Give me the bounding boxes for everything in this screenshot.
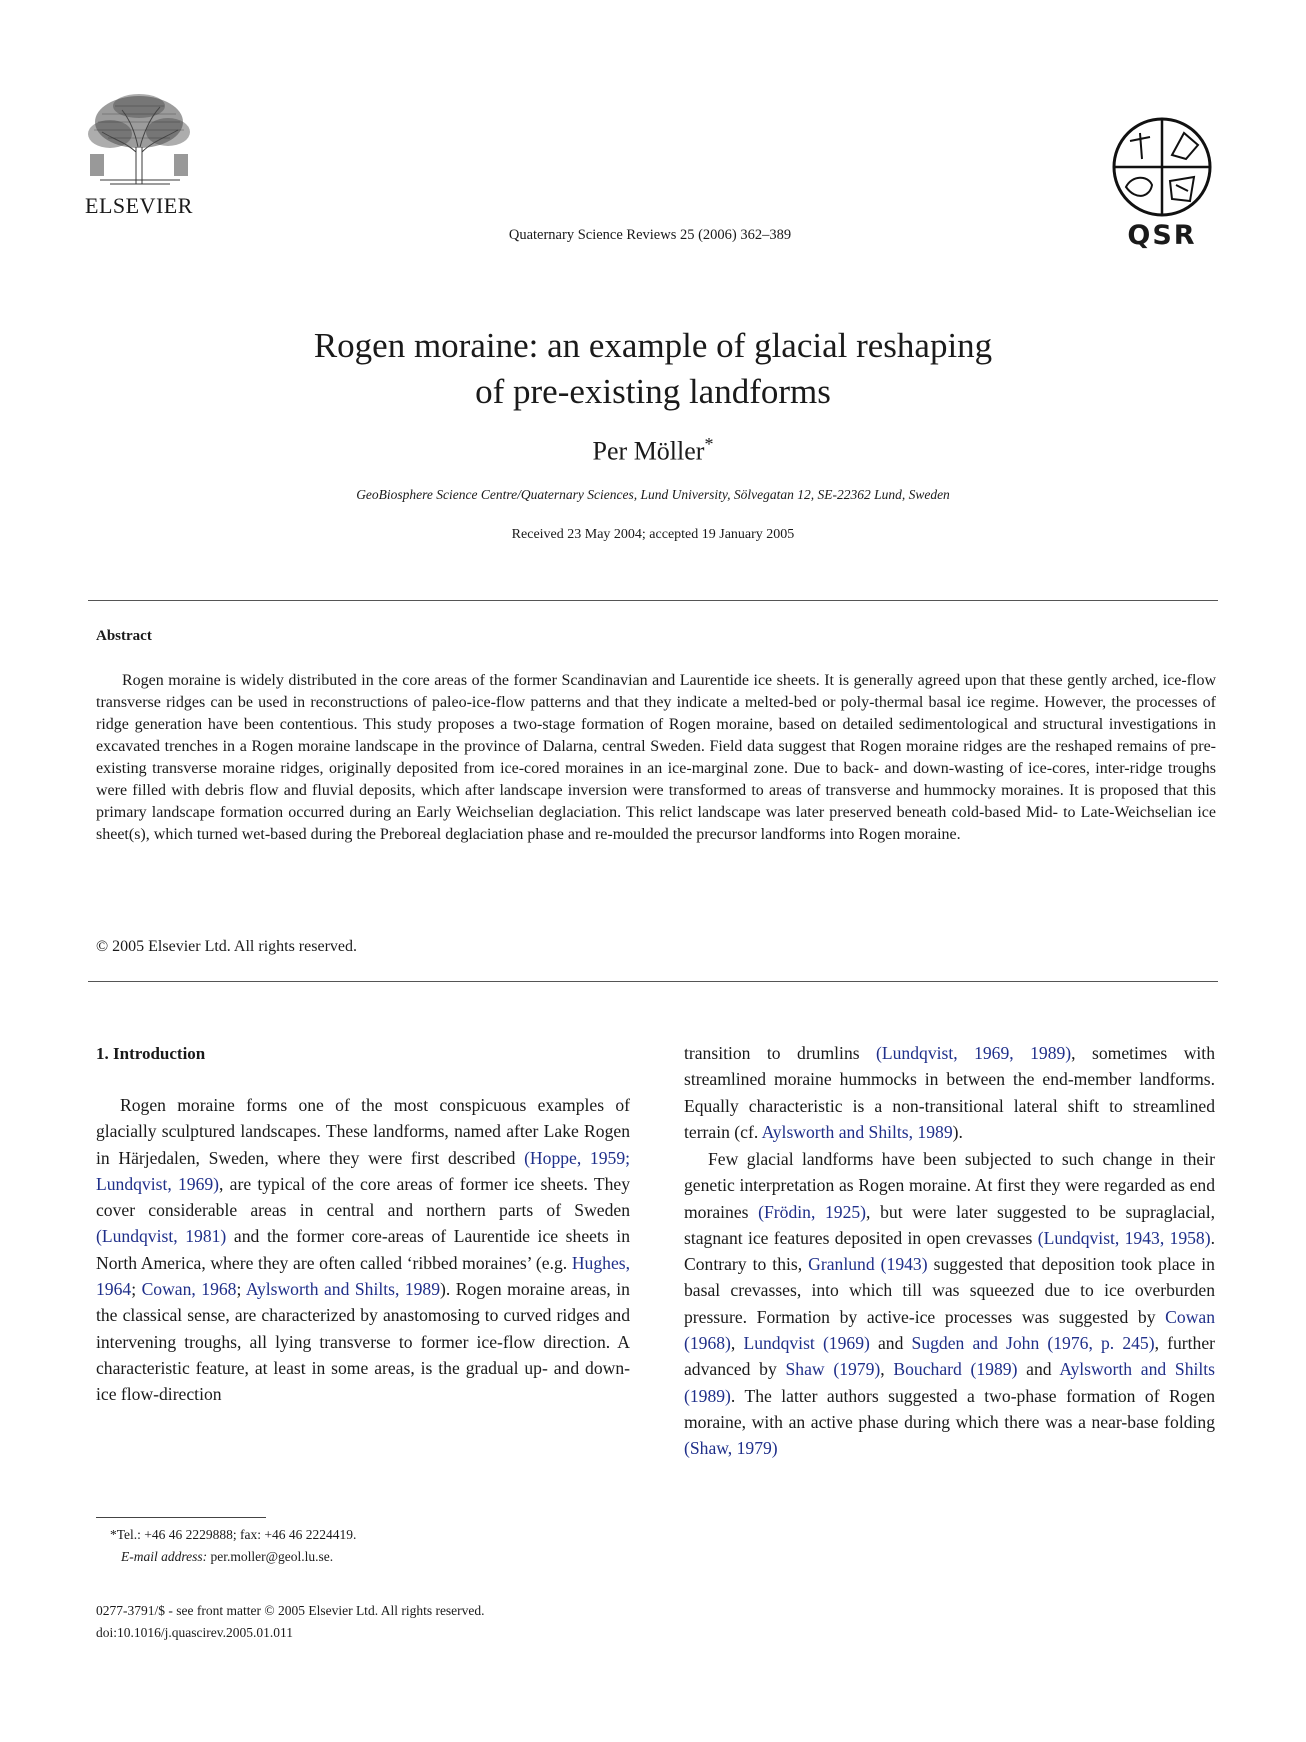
abstract-heading: Abstract [96, 628, 152, 644]
title-line: of pre-existing landforms [475, 372, 831, 411]
citation-link[interactable]: Cowan, 1968 [141, 1279, 237, 1300]
citation-link[interactable]: (Hoppe, 1959; Lundqvist, 1969) [96, 1147, 631, 1194]
citation-link[interactable]: Bouchard (1989) [893, 1359, 1018, 1380]
email-label: E-mail address: [121, 1549, 208, 1564]
received-accepted-dates: Received 23 May 2004; accepted 19 January 2005 [511, 527, 795, 542]
title-line: Rogen moraine: an example of glacial reshaping [313, 326, 993, 365]
citation-link[interactable]: Aylsworth and Shilts, 1989 [761, 1121, 953, 1142]
citation-link[interactable]: Hughes, 1964 [96, 1252, 630, 1300]
citation-link[interactable]: (Lundqvist, 1943, 1958) [1037, 1227, 1211, 1248]
body-text: and [1017, 1359, 1060, 1380]
body-text: transition to drumlins [684, 1043, 877, 1063]
citation-link[interactable]: (Lundqvist, 1981) [96, 1226, 227, 1247]
body-text: and [869, 1333, 912, 1354]
body-text: ; [236, 1279, 246, 1300]
body-text: suggested that deposition took place in basal crevasses, into which till was squeezed due to ice overburden pressure. Formation by active-ice processes was suggested by [684, 1254, 1215, 1327]
body-text: . Contrary to this, [684, 1227, 1215, 1275]
intro-right-paragraph-2 [684, 1146, 1215, 1462]
author-line [140, 434, 1166, 467]
publisher-name: ELSEVIER [85, 193, 193, 218]
journal-logo-text: QSR [1127, 220, 1197, 251]
body-text: ). Rogen moraine areas, in the classical sense, are characterized by anastomosing to curved ridges and intervening troughs, all lying transverse to former ice-flow direction. A characteristic feature, at least in some areas, is the gradual up- and down-ice flow-direction [96, 1279, 630, 1405]
section-heading: 1. Introduction [96, 1044, 206, 1063]
citation-link[interactable]: Aylsworth and Shilts, 1989 [245, 1279, 441, 1300]
body-text: , [730, 1333, 744, 1354]
citation-link[interactable]: Aylsworth and Shilts (1989) [684, 1359, 1216, 1406]
citation-link[interactable]: Granlund (1943) [808, 1254, 928, 1275]
issn-line: 0277-3791/$ - see front matter © 2005 Elsevier Ltd. All rights reserved. [96, 1603, 485, 1618]
body-text: Few glacial landforms have been subjected to such change in their genetic interpretation as Rogen moraine. At first they were regarded as end moraines [684, 1149, 1215, 1222]
citation-link[interactable]: Cowan (1968) [684, 1306, 1215, 1354]
body-text: , sometimes with streamlined moraine hummocks in between the end-member landforms. Equally characteristic is a non-transitional lateral shift to streamlined terrain (cf. [684, 1043, 1215, 1142]
citation-link[interactable]: (Frödin, 1925) [758, 1201, 867, 1222]
divider [88, 981, 1218, 982]
body-text: . The latter authors suggested a two-phase formation of Rogen moraine, with an active phase during which there was a near-base folding [684, 1385, 1215, 1432]
body-text: , [880, 1359, 894, 1380]
body-text: ; [131, 1279, 142, 1300]
footnote-divider [96, 1517, 266, 1518]
body-text: ). [952, 1121, 963, 1142]
journal-reference: Quaternary Science Reviews 25 (2006) 362–389 [508, 227, 792, 243]
footnote-contact: *Tel.: +46 46 2229888; fax: +46 46 2224419. [110, 1527, 357, 1542]
doi-line[interactable]: doi:10.1016/j.quascirev.2005.01.011 [96, 1625, 293, 1640]
body-text: Rogen moraine forms one of the most conspicuous examples of glacially sculptured landscapes. These landforms, named after Lake Rogen in Härjedalen, Sweden, where they were first described [96, 1095, 630, 1168]
body-text: , further advanced by [684, 1333, 1215, 1380]
citation-link[interactable]: Sugden and John (1976, p. 245) [911, 1333, 1155, 1354]
abstract-text: Rogen moraine is widely distributed in the core areas of the former Scandinavian and Laurentide ice sheets. It is generally agreed upon that these gently arched, ice-flow transverse ridges can be used in reconstructions of paleo-ice-flow patterns and that they indicate a melted-bed or poly-thermal basal ice regime. However, the processes of ridge generation have been contentious. This study proposes a two-stage formation of Rogen moraine, based on detailed sedimentological and structural investigations in excavated trenches in a Rogen moraine landscape in the province of Dalarna, central Sweden. Field data suggest that Rogen moraine ridges are the reshaped remains of pre-existing transverse moraine ridges, originally deposited from ice-cored moraines in an ice-marginal zone. Due to back- and down-wasting of ice-cores, inter-ridge troughs were filled with debris flow and fluvial deposits, which after landscape inversion were transformed to areas of transverse and hummocky moraines. It is proposed that this primary landscape formation occurred during an Early Weichselian deglaciation. This relict landscape was later preserved beneath cold-based Mid- to Late-Weichselian ice sheet(s), which turned wet-based during the Preboreal deglaciation phase and re-moulded the precursor landforms into Rogen moraine. [96, 672, 1216, 843]
footnote-email [121, 1549, 333, 1565]
qsr-emblem-icon [1110, 115, 1214, 219]
citation-link[interactable]: Shaw (1979) [785, 1359, 881, 1380]
author-name: Per Möller [592, 436, 705, 466]
citation-link[interactable]: Lundqvist (1969) [743, 1333, 870, 1354]
citation-link[interactable]: (Lundqvist, 1969, 1989) [876, 1043, 1072, 1063]
body-text: , are typical of the core areas of former ice sheets. They cover considerable areas in central and northern parts of Sweden [96, 1173, 631, 1221]
front-matter [96, 1600, 485, 1644]
article-title [140, 323, 1166, 415]
affiliation: GeoBiosphere Science Centre/Quaternary Sciences, Lund University, Sölvegatan 12, SE-22362 Lund, Sweden [356, 487, 950, 502]
intro-left-column [96, 1092, 630, 1408]
citation-link[interactable]: (Shaw, 1979) [684, 1438, 778, 1459]
body-text: , but were later suggested to be supraglacial, stagnant ice features deposited in open crevasses [684, 1201, 1216, 1248]
author-footnote-mark: * [704, 434, 714, 454]
divider [88, 600, 1218, 601]
body-text: and the former core-areas of Laurentide ice sheets in North America, where they are often called ‘ribbed moraines’ (e.g. [96, 1226, 630, 1273]
intro-right-paragraph-1 [684, 1040, 1215, 1145]
abstract-copyright: © 2005 Elsevier Ltd. All rights reserved. [96, 938, 357, 955]
email-address[interactable]: per.moller@geol.lu.se. [207, 1549, 334, 1564]
elsevier-tree-icon [80, 92, 198, 188]
